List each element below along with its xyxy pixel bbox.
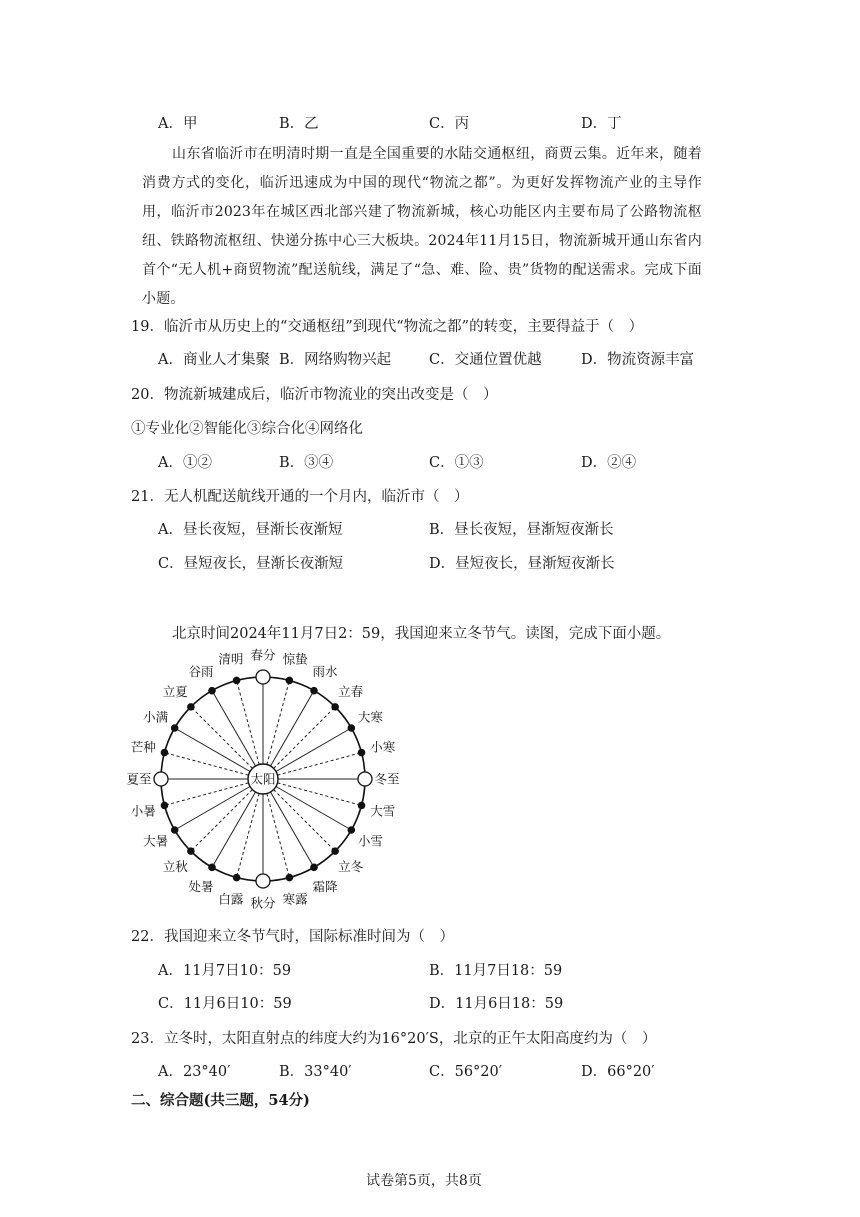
term-label: 大暑 [143,833,169,849]
term-label: 处暑 [188,878,214,894]
q19-option-d: D．物流资源丰富 [581,352,695,368]
term-marker [348,724,356,732]
spoke-line [212,691,256,766]
spoke-line [271,792,315,867]
spoke-line [212,792,256,867]
q19-option-a: A．商业人才集聚 [158,352,270,368]
major-term-marker [256,874,270,888]
q21-option-b: B．昼长夜短，昼渐短夜渐长 [429,522,614,538]
term-label: 寒露 [282,891,308,907]
section-heading: 二、综合题(共三题，54分) [131,1092,310,1109]
term-label: 小雪 [357,833,383,849]
spoke-line [276,787,351,831]
term-label: 立春 [338,683,364,699]
spoke-line [191,790,253,852]
q22-option-b: B．11月7日18：59 [429,963,563,979]
term-marker [233,677,241,685]
q19-stem: 19．临沂市从历史上的“交通枢纽”到现代“物流之都”的转变，主要得益于（ ） [131,319,644,335]
term-marker [171,826,179,834]
term-marker [358,802,366,810]
term-marker [286,874,294,882]
major-term-marker [358,772,372,786]
term-label: 立夏 [162,683,188,699]
q23-option-d: D．66°20′ [581,1064,655,1080]
q23-option-b: B．33°40′ [279,1064,352,1080]
q20-stem: 20．物流新城建成后，临沂市物流业的突出改变是（ ） [131,387,498,403]
q20-items: ①专业化②智能化③综合化④网络化 [131,421,363,437]
q22-stem: 22．我国迎来立冬节气时，国际标准时间为（ ） [131,929,454,945]
q21-option-a: A．昼长夜短，昼渐长夜渐短 [158,522,343,538]
q21-stem: 21．无人机配送航线开通的一个月内，临沂市（ ） [131,489,469,505]
q23-option-a: A．23°40′ [158,1064,231,1080]
term-marker [161,749,169,757]
sun-label: 太阳 [250,771,276,787]
q22-option-d: D．11月6日18：59 [429,996,564,1012]
q22-option-c: C．11月6日10：59 [158,996,292,1012]
q23-stem: 23．立冬时，太阳直射点的纬度大约为16°20′S，北京的正午太阳高度约为（ ） [131,1031,657,1047]
term-label: 春分 [250,647,276,663]
q20-option-a: A．①② [158,455,212,471]
q19-option-c: C．交通位置优越 [429,352,542,368]
q21-option-d: D．昼短夜长，昼渐短夜渐长 [429,556,615,572]
option-b: B．乙 [279,116,319,132]
term-label: 惊蛰 [282,651,308,667]
term-label: 秋分 [250,895,276,911]
q22-option-a: A．11月7日10：59 [158,963,292,979]
term-marker [286,677,294,685]
q23-option-c: C．56°20′ [429,1064,503,1080]
solar-terms-diagram [105,647,435,911]
term-label: 雨水 [312,664,338,680]
term-marker [187,703,195,711]
spoke-line [175,728,250,772]
spoke-line [276,728,351,772]
term-label: 谷雨 [188,664,214,680]
q20-option-b: B．③④ [279,455,334,471]
major-term-marker [256,670,270,684]
diagram-intro: 北京时间2024年11月7日2：59，我国迎来立冬节气。读图，完成下面小题。 [172,626,671,642]
term-marker [310,864,318,872]
term-label: 夏至 [126,771,152,787]
term-marker [358,749,366,757]
term-label: 大雪 [370,803,396,819]
spoke-line [274,707,336,769]
term-label: 冬至 [374,771,400,787]
term-label: 大寒 [357,709,383,725]
term-marker [208,687,216,695]
spoke-line [175,787,250,831]
spoke-line [271,691,315,766]
passage-text: 山东省临沂市在明清时期一直是全国重要的水陆交通枢纽，商贾云集。近年来，随着消费方式的变化，临沂迅速成为中国的现代“物流之都”。为更好发挥物流产业的主导作用，临沂市2023年在城区西北部兴建了物流新城，核心功能区内主要布局了公路物流枢纽、铁路物流枢纽、快递分拣中心三大板块。2024年11月15日，物流新城开通山东省内首个“无人机+商贸物流”配送航线，满足了“急、难、险、贵”货物的配送需求。完成下面小题。 [142,146,702,307]
term-marker [187,847,195,855]
spoke-line [274,790,336,852]
option-d: D．丁 [581,116,622,132]
term-label: 白露 [218,891,244,907]
term-label: 芒种 [130,739,156,755]
term-label: 小满 [143,709,169,725]
term-label: 立冬 [338,859,364,875]
term-label: 清明 [218,651,244,667]
term-marker [348,826,356,834]
option-c: C．丙 [429,116,470,132]
q21-option-c: C．昼短夜长，昼渐长夜渐短 [158,556,344,572]
term-marker [171,724,179,732]
term-marker [208,864,216,872]
term-marker [161,802,169,810]
q19-option-b: B．网络购物兴起 [279,352,392,368]
term-label: 立秋 [162,859,188,875]
term-marker [310,687,318,695]
q20-option-c: C．①③ [429,455,484,471]
option-a: A．甲 [158,116,198,132]
term-marker [331,847,339,855]
term-marker [331,703,339,711]
term-label: 小暑 [130,803,156,819]
page-footer: 试卷第5页，共8页 [366,1173,482,1189]
major-term-marker [154,772,168,786]
term-label: 霜降 [312,878,338,894]
spoke-line [191,707,253,769]
q20-option-d: D．②④ [581,455,637,471]
term-label: 小寒 [370,739,396,755]
term-marker [233,874,241,882]
